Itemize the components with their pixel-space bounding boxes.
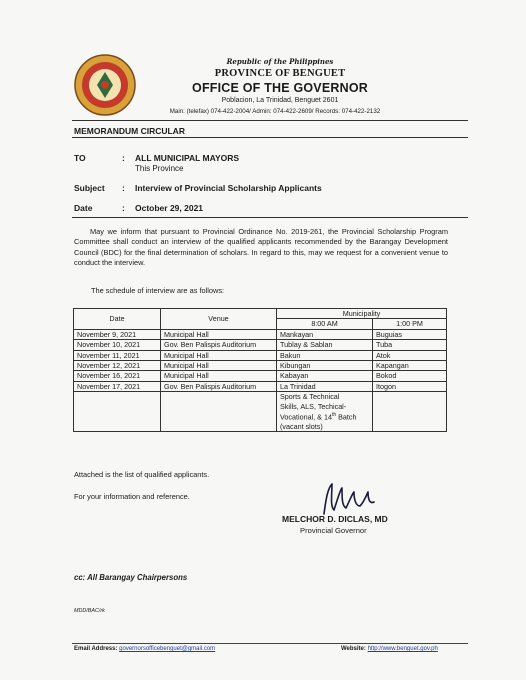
row-am: La Trinidad xyxy=(277,381,373,391)
attached-note: Attached is the list of qualified applicants. xyxy=(74,470,210,479)
body-paragraph: May we inform that pursuant to Provincial Ordinance No. 2019-261, the Provincial Scholarship Program Committee shall conduct an interview of the qualified applicants recommended by the Barangay Development Council (BDC) for the final determination of scholars. In regard to this, may we request for a convenient venue to conduct the interview. xyxy=(74,227,448,267)
office-name: OFFICE OF THE GOVERNOR xyxy=(192,81,368,95)
table-row xyxy=(74,381,447,391)
table-row xyxy=(74,350,447,360)
row-pm: Itogon xyxy=(373,381,447,391)
memo-divider xyxy=(72,137,468,138)
governor-signature xyxy=(310,480,390,518)
governor-name: MELCHOR D. DICLAS, MD xyxy=(282,514,388,524)
province-name: PROVINCE OF BENGUET xyxy=(214,68,346,79)
row-date: November 9, 2021 xyxy=(74,329,161,339)
row-am: Kibungan xyxy=(277,361,373,371)
row-venue: Gov. Ben Palispis Auditorium xyxy=(161,340,277,350)
row-am: Bakun xyxy=(277,350,373,360)
row-venue-empty xyxy=(161,392,277,432)
row-date: November 10, 2021 xyxy=(74,340,161,350)
telephone-numbers: Main: (telefax) 074-422-2004/ Admin: 074-422-2609/ Records: 074-422-2132 xyxy=(169,108,381,115)
row-venue: Municipal Hall xyxy=(161,350,277,360)
header-venue: Venue xyxy=(161,309,277,330)
subject-label: Subject xyxy=(74,183,105,193)
row-am: Tublay & Sablan xyxy=(277,340,373,350)
row-date-empty xyxy=(74,392,161,432)
governor-title: Provincial Governor xyxy=(300,526,367,535)
row-pm: Atok xyxy=(373,350,447,360)
table-row xyxy=(74,329,447,339)
header-am: 8:00 AM xyxy=(277,319,373,329)
subject-divider xyxy=(72,217,468,218)
republic-line: Republic of the Philippines xyxy=(226,57,334,66)
row-venue: Municipal Hall xyxy=(161,371,277,381)
date-colon: : xyxy=(122,203,125,213)
extra-superscript: th xyxy=(331,412,337,419)
header-divider xyxy=(72,120,468,121)
row-pm: Kapangan xyxy=(373,361,447,371)
row-date: November 16, 2021 xyxy=(74,371,161,381)
table-row xyxy=(74,340,447,350)
to-sub: This Province xyxy=(135,164,184,173)
row-am-extra xyxy=(277,392,373,432)
office-address: Poblacion, La Trinidad, Benguet 2601 xyxy=(221,97,339,104)
website-link[interactable]: http://www.benguet.gov.ph xyxy=(367,646,438,652)
table-row xyxy=(74,371,447,381)
extra-line-3b: Batch xyxy=(336,412,357,422)
reference-initials: MDD/BAC/rk xyxy=(74,608,105,614)
email-label: Email Address: xyxy=(74,646,118,652)
to-colon: : xyxy=(122,153,125,163)
table-row-vacant xyxy=(74,392,447,432)
row-am: Kabayan xyxy=(277,371,373,381)
schedule-intro: The schedule of interview are as follows: xyxy=(91,286,225,295)
footer-email xyxy=(74,646,215,652)
footer-divider xyxy=(72,643,468,644)
extra-line-3 xyxy=(280,411,369,422)
row-pm: Buguias xyxy=(373,329,447,339)
row-venue: Gov. Ben Palispis Auditorium xyxy=(161,381,277,391)
table-row xyxy=(74,361,447,371)
reference-note: For your information and reference. xyxy=(74,492,190,501)
date-label: Date xyxy=(74,203,93,213)
extra-line-1: Sports & Technical xyxy=(280,392,340,402)
cc-line: cc: All Barangay Chairpersons xyxy=(74,573,188,582)
row-pm: Bokod xyxy=(373,371,447,381)
header-date: Date xyxy=(74,309,161,330)
footer-website xyxy=(341,646,438,652)
row-venue: Municipal Hall xyxy=(161,329,277,339)
row-pm: Tuba xyxy=(373,340,447,350)
row-pm-empty xyxy=(373,392,447,432)
to-label: TO xyxy=(74,153,86,163)
header-municipality: Municipality xyxy=(277,309,447,319)
date-value: October 29, 2021 xyxy=(135,203,204,213)
row-am: Mankayan xyxy=(277,329,373,339)
subject-value: Interview of Provincial Scholarship Applicants xyxy=(135,183,322,193)
extra-line-3a: Vocational, & 14 xyxy=(280,412,332,422)
header-pm: 1:00 PM xyxy=(373,319,447,329)
row-venue: Municipal Hall xyxy=(161,361,277,371)
subject-colon: : xyxy=(122,183,125,193)
memo-type: MEMORANDUM CIRCULAR xyxy=(74,126,185,136)
website-label: Website: xyxy=(341,646,366,652)
extra-line-4: (vacant slots) xyxy=(280,421,323,431)
row-date: November 11, 2021 xyxy=(74,350,161,360)
to-value: ALL MUNICIPAL MAYORS xyxy=(135,153,240,163)
extra-line-2: Skills, ALS, Techical- xyxy=(280,401,347,411)
row-date: November 12, 2021 xyxy=(74,361,161,371)
row-date: November 17, 2021 xyxy=(74,381,161,391)
schedule-table xyxy=(73,308,447,432)
email-link[interactable]: governorsofficebenguet@gmail.com xyxy=(119,646,216,652)
